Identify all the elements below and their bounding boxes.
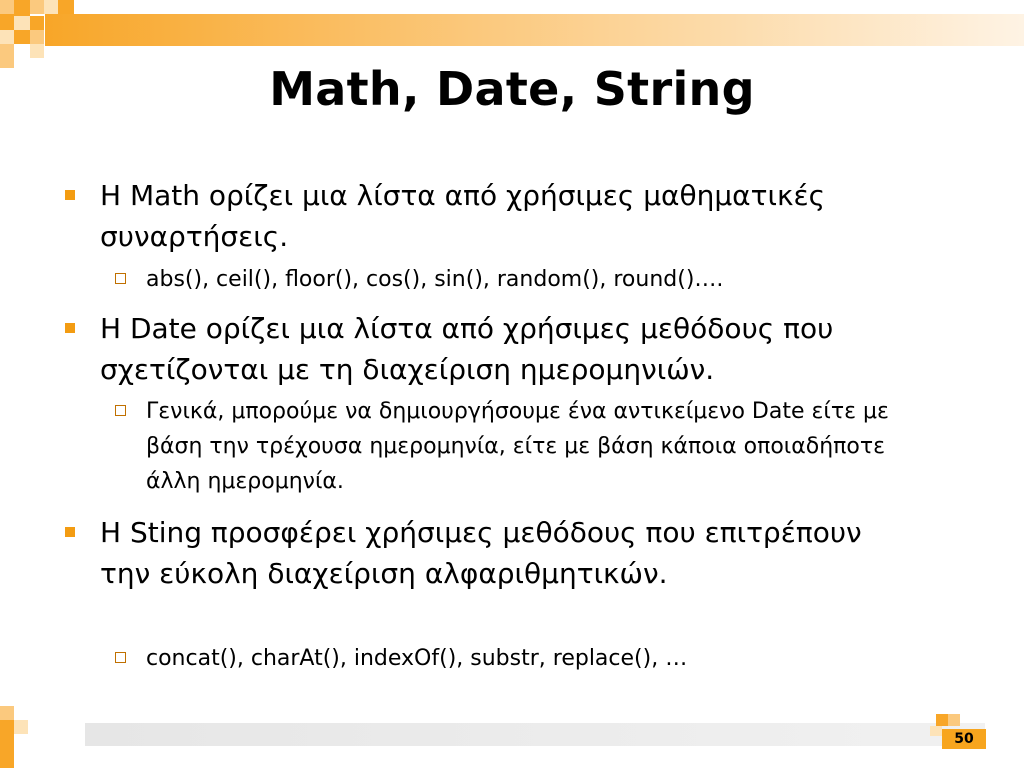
square-bullet-icon <box>65 190 75 200</box>
page-number: 50 <box>942 729 986 749</box>
sub-bullet-text: Γενικά, μπορούμε να δημιουργήσουμε ένα αντικείμενο Date είτε με βάση την τρέχουσα ημερομηνία, είτε με βάση κάποια οποιαδήποτε άλλη ημερομηνία. <box>146 399 889 494</box>
bullet-item <box>100 512 880 594</box>
bullet-text: H Math ορίζει μια λίστα από χρήσιμες μαθηματικές συναρτήσεις. <box>100 179 826 253</box>
hollow-square-bullet-icon <box>115 405 126 416</box>
sub-bullet-item <box>146 394 926 499</box>
sub-bullet-item <box>146 641 966 676</box>
sub-bullet-item <box>146 262 966 297</box>
hollow-square-bullet-icon <box>115 652 126 663</box>
sub-bullet-text: abs(), ceil(), floor(), cos(), sin(), random(), round()…. <box>146 267 724 292</box>
bullet-text: H Date ορίζει μια λίστα από χρήσιμες μεθόδους που σχετίζονται με τη διαχείριση ημερομηνιών. <box>100 312 834 386</box>
footer-gray-bar <box>85 723 985 746</box>
square-bullet-icon <box>65 527 75 537</box>
bullet-item <box>100 175 980 257</box>
bullet-text: H Sting προσφέρει χρήσιμες μεθόδους που επιτρέπουν την εύκολη διαχείριση αλφαριθμητικών. <box>100 516 862 590</box>
square-bullet-icon <box>65 323 75 333</box>
decorative-squares-bottom-left <box>0 706 40 768</box>
hollow-square-bullet-icon <box>115 273 126 284</box>
slide-title: Math, Date, String <box>269 62 755 116</box>
header-gradient-bar <box>45 14 1024 46</box>
sub-bullet-text: concat(), charAt(), indexOf(), substr, replace(), … <box>146 646 688 671</box>
bullet-item <box>100 308 980 390</box>
